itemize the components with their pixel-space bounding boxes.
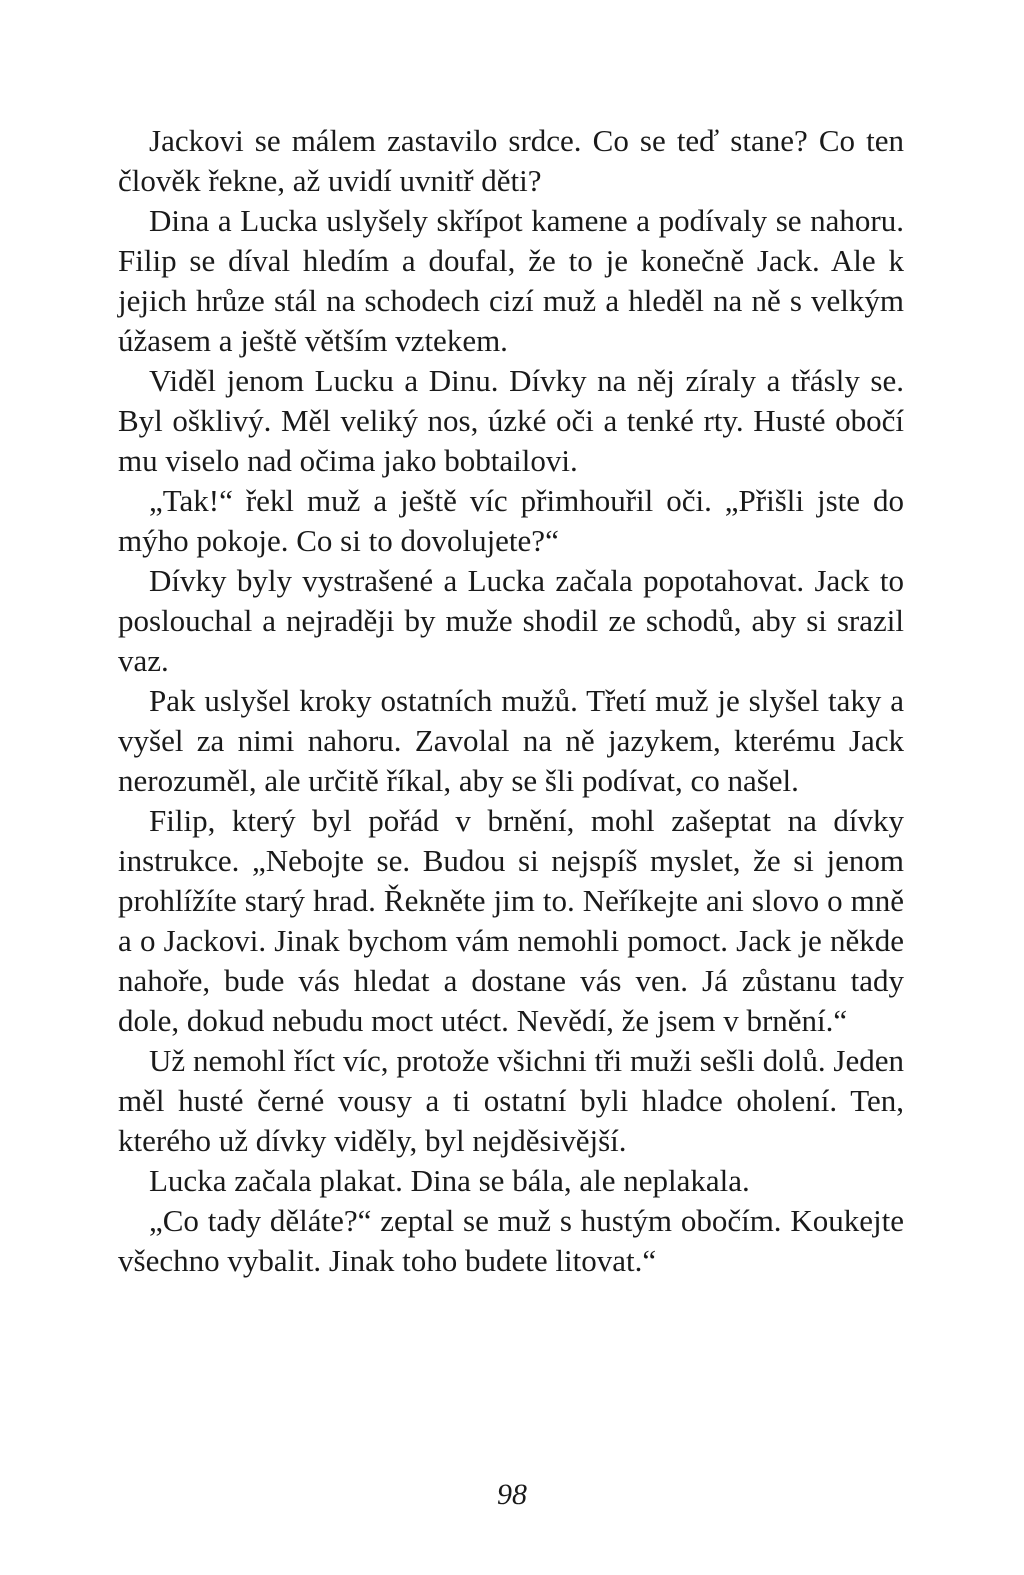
paragraph: Pak uslyšel kroky ostatních mužů. Třetí muž je slyšel taky a vyšel za nimi nahoru. Zavolal na ně jazykem, kterému Jack nerozuměl, ale určitě říkal, aby se šli podívat, co našel. <box>118 683 904 798</box>
paragraph: Lucka začala plakat. Dina se bála, ale neplakala. <box>149 1163 750 1198</box>
page-number: 98 <box>497 1478 527 1511</box>
paragraph: „Co tady děláte?“ zeptal se muž s hustým obočím. Koukejte všechno vybalit. Jinak toho budete litovat.“ <box>118 1203 904 1278</box>
paragraph: Dina a Lucka uslyšely skřípot kamene a podívaly se nahoru. Filip se díval hledím a doufal, že to je konečně Jack. Ale k jejich hrůze stál na schodech cizí muž a hleděl na ně s velkým úžasem a ještě větším vztekem. <box>118 203 904 358</box>
paragraph: „Tak!“ řekl muž a ještě víc přimhouřil oči. „Přišli jste do mýho pokoje. Co si to dovolujete?“ <box>118 483 904 558</box>
paragraph: Filip, který byl pořád v brnění, mohl zašeptat na dívky instrukce. „Nebojte se. Budou si nejspíš myslet, že si jenom prohlížíte starý hrad. Řekněte jim to. Neříkejte ani slovo o mně a o Jackovi. Jinak bychom vám nemohli pomoct. Jack je někde nahoře, bude vás hledat a dostane vás ven. Já zůstanu tady dole, dokud nebudu moct utéct. Nevědí, že jsem v brnění.“ <box>118 803 904 1038</box>
body-text <box>118 121 904 1281</box>
paragraph: Viděl jenom Lucku a Dinu. Dívky na něj zíraly a třásly se. Byl ošklivý. Měl veliký nos, úzké oči a tenké rty. Husté obočí mu viselo nad očima jako bobtailovi. <box>118 363 904 478</box>
paragraph: Jackovi se málem zastavilo srdce. Co se teď stane? Co ten člověk řekne, až uvidí uvnitř děti? <box>118 123 904 198</box>
paragraph: Dívky byly vystrašené a Lucka začala popotahovat. Jack to poslouchal a nejraději by muže shodil ze schodů, aby si srazil vaz. <box>118 563 904 678</box>
paragraph: Už nemohl říct víc, protože všichni tři muži sešli dolů. Jeden měl husté černé vousy a ti ostatní byli hladce oholení. Ten, kterého už dívky viděly, byl nejděsivější. <box>118 1043 904 1158</box>
